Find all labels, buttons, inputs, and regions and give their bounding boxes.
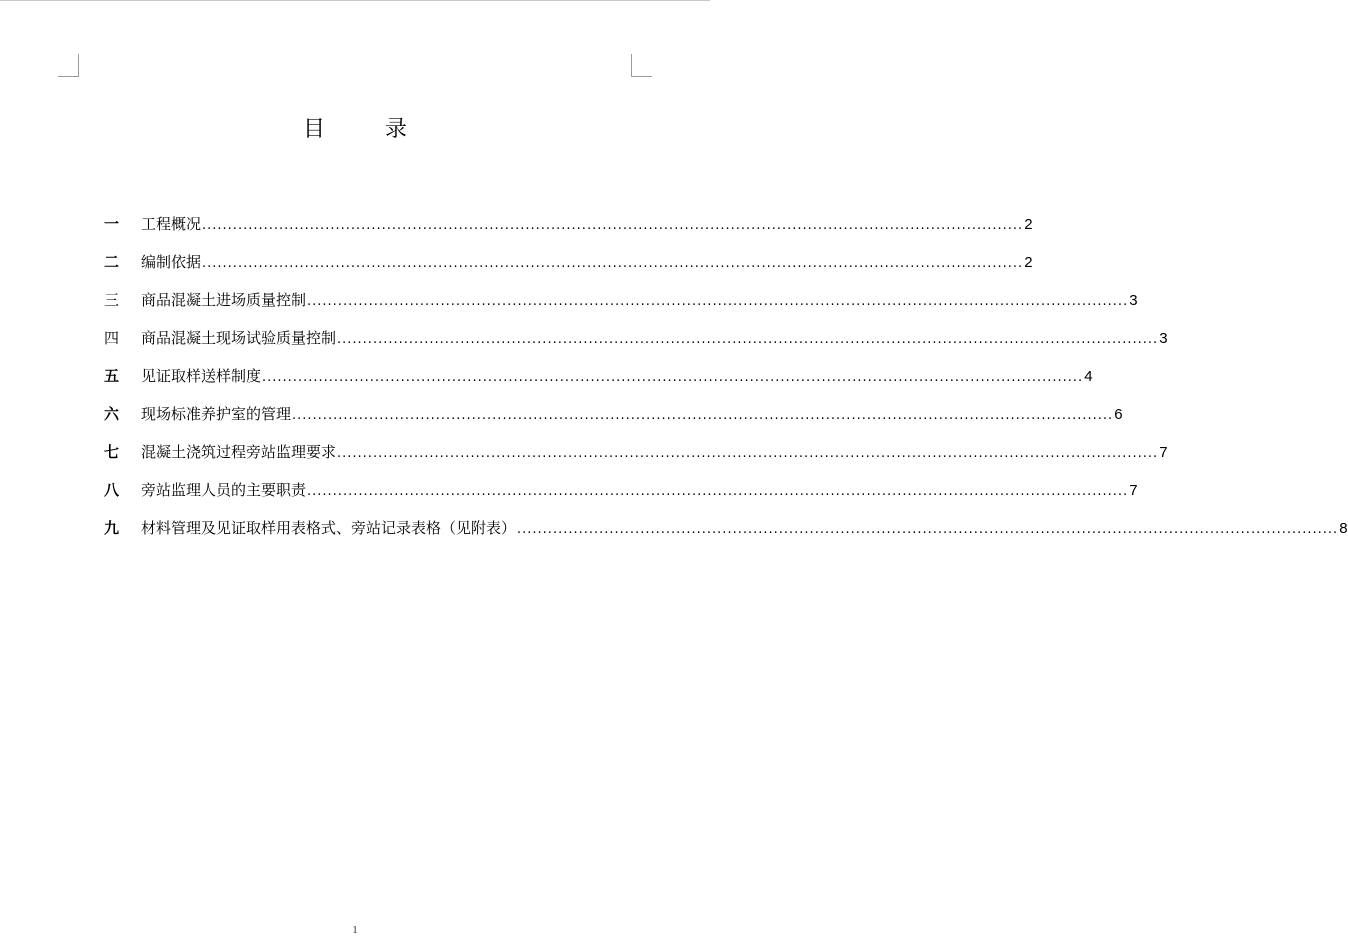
toc-leader-dots: ................................................................................................................................................................ (202, 256, 1024, 271)
toc-entry-number: 三 (104, 291, 120, 309)
toc-entry[interactable] (104, 515, 1348, 553)
toc-entry-page: 4 (1084, 368, 1093, 385)
toc-entry-label: 商品混凝土现场试验质量控制 (141, 329, 337, 347)
toc-entry-label: 工程概况 (141, 215, 202, 233)
toc-entry-page: 3 (1159, 330, 1168, 347)
toc-entry-page: 2 (1024, 254, 1033, 271)
toc-entry[interactable] (104, 249, 1033, 287)
page-top-edge (0, 0, 710, 1)
toc-entry-number: 九 (104, 519, 120, 537)
toc-heading-char-2: 录 (385, 117, 408, 142)
toc-entry-number: 六 (104, 405, 120, 423)
toc-entry-number: 一 (104, 215, 120, 233)
toc-entry-page: 8 (1339, 520, 1348, 537)
toc-entry[interactable] (104, 211, 1033, 249)
toc-leader-dots: ................................................................................................................................................................ (202, 218, 1024, 233)
toc-entry-label: 商品混凝土进场质量控制 (141, 291, 307, 309)
toc-entry-label: 旁站监理人员的主要职责 (141, 481, 307, 499)
toc-entry-label: 材料管理及见证取样用表格式、旁站记录表格（见附表） (141, 519, 517, 537)
toc-heading (0, 112, 710, 143)
toc-leader-dots: ................................................................................................................................................................ (517, 522, 1339, 537)
toc-leader-dots: ................................................................................................................................................................ (337, 446, 1159, 461)
toc-entry-page: 2 (1024, 216, 1033, 233)
toc-leader-dots: ................................................................................................................................................................ (337, 332, 1159, 347)
toc-entry-label: 混凝土浇筑过程旁站监理要求 (141, 443, 337, 461)
toc-heading-char-1: 目 (302, 117, 325, 142)
toc-leader-dots: ................................................................................................................................................................ (307, 484, 1129, 499)
toc-entry[interactable] (104, 401, 1123, 439)
toc-entry-number: 七 (104, 443, 120, 461)
crop-mark-top-right (631, 54, 652, 77)
toc-leader-dots: ................................................................................................................................................................ (292, 408, 1114, 423)
toc-entry-number: 四 (104, 329, 120, 347)
crop-mark-top-left (58, 54, 79, 77)
toc-entry-label: 编制依据 (141, 253, 202, 271)
toc-entry-page: 7 (1129, 482, 1138, 499)
toc-entry[interactable] (104, 363, 1093, 401)
toc-entry-page: 6 (1114, 406, 1123, 423)
toc-entry[interactable] (104, 439, 1168, 477)
toc-entry-number: 二 (104, 253, 120, 271)
toc-entry[interactable] (104, 325, 1168, 363)
toc-leader-dots: ................................................................................................................................................................ (307, 294, 1129, 309)
toc-entry-number: 八 (104, 481, 120, 499)
toc-entry-page: 3 (1129, 292, 1138, 309)
toc-entry[interactable] (104, 287, 1138, 325)
toc-entry[interactable] (104, 477, 1138, 515)
toc-entry-label: 现场标准养护室的管理 (141, 405, 292, 423)
toc-entry-number: 五 (104, 367, 120, 385)
toc-entry-label: 见证取样送样制度 (141, 367, 262, 385)
toc-entry-page: 7 (1159, 444, 1168, 461)
page-number: 1 (352, 924, 358, 936)
toc-leader-dots: ................................................................................................................................................................ (262, 370, 1084, 385)
table-of-contents (104, 211, 1348, 553)
